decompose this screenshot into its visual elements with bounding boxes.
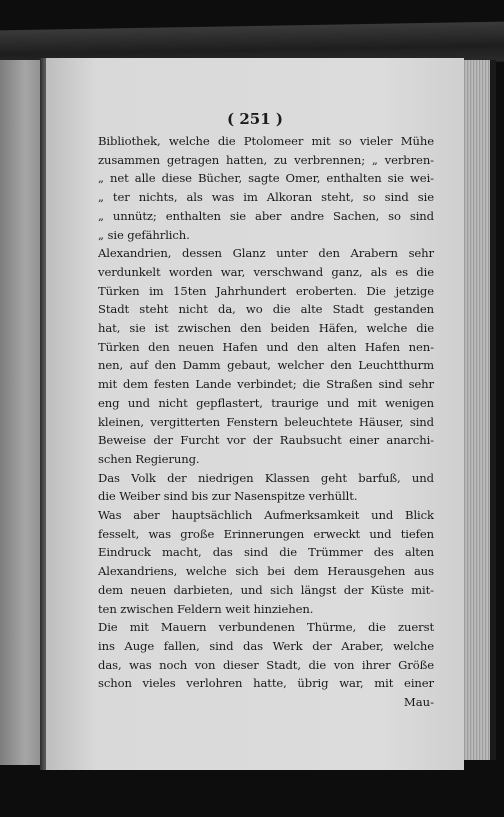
text-line: Das Volk der niedrigen Klassen geht barfuß, und (98, 470, 434, 485)
text-line: Türken im 15ten Jahrhundert eroberten. Die jetzige (98, 283, 434, 298)
text-line: dem neuen darbieten, und sich längst der Küste mit- (98, 582, 434, 597)
text-line: „ net alle diese Bücher, sagte Omer, enthalten sie wei- (98, 171, 434, 186)
text-line: verdunkelt worden war, verschwand ganz, als es die (98, 264, 434, 279)
page-number: ( 251 ) (227, 110, 283, 128)
text-line: „ unnütz; enthalten sie aber andre Sachen, so sind (98, 208, 434, 223)
text-line: eng und nicht gepflastert, traurige und mit wenigen (98, 395, 434, 410)
text-line: das, was noch von dieser Stadt, die von ihrer Größe (98, 657, 434, 672)
text-line: hat, sie ist zwischen den beiden Häfen, welche die (98, 321, 434, 335)
text-line: Beweise der Furcht vor der Raubsucht einer anarchi- (98, 433, 434, 448)
text-line: die Weiber sind bis zur Nasenspitze verhüllt. (98, 489, 358, 504)
text-line: Stadt steht nicht da, wo die alte Stadt gestanden (98, 302, 434, 317)
text-line: „ ter nichts, als was im Alkoran steht, so sind sie (98, 190, 434, 205)
book-page (46, 58, 464, 770)
text-line: schon vieles verlohren hatte, übrig war, mit einer (98, 676, 434, 691)
text-line: zusammen getragen hatten, zu verbrennen; „ verbren- (98, 152, 434, 167)
text-line: schen Regierung. (98, 451, 200, 466)
text-line: Bibliothek, welche die Ptolomeer mit so vieler Mühe (98, 134, 434, 148)
catchword: Mau- (403, 695, 434, 709)
text-line: ten zwischen Feldern weit hinziehen. (98, 601, 314, 616)
text-line: mit dem festen Lande verbindet; die Straßen sind sehr (98, 377, 434, 392)
text-line: kleinen, vergitterten Fenstern beleuchtete Häuser, sind (98, 414, 434, 429)
text-line: Die mit Mauern verbundenen Thürme, die zuerst (98, 620, 434, 635)
text-line: nen, auf den Damm gebaut, welcher den Leuchtthurm (98, 358, 434, 373)
text-line: Alexandriens, welche sich bei dem Herausgehen aus (98, 564, 434, 579)
text-line: ins Auge fallen, sind das Werk der Araber, welche (98, 638, 434, 653)
text-line: Alexandrien, dessen Glanz unter den Arabern sehr (98, 246, 434, 261)
text-line: „ sie gefährlich. (98, 227, 190, 242)
text-line: Eindruck macht, das sind die Trümmer des alten (98, 545, 434, 560)
text-line: Türken den neuen Hafen und den alten Hafen nen- (98, 339, 434, 354)
text-line: Was aber hauptsächlich Aufmerksamkeit und Blick (98, 508, 434, 522)
text-line: fesselt, was große Erinnerungen erweckt und tiefen (98, 526, 434, 541)
